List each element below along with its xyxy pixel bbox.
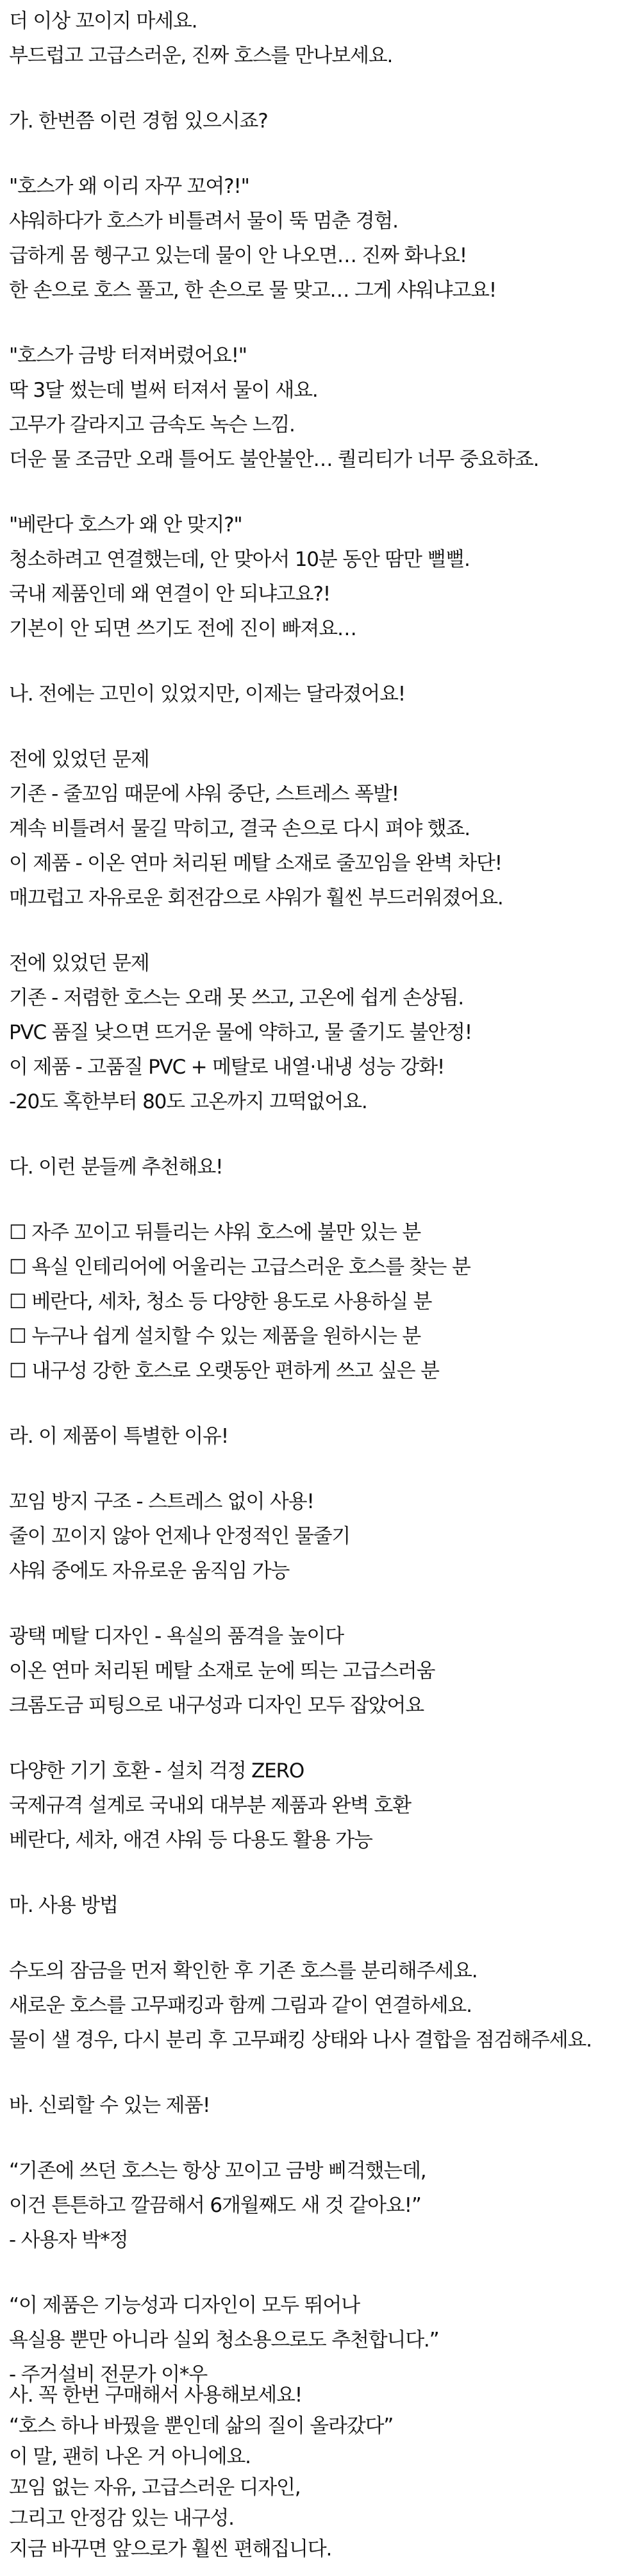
checklist-item: ☐ 내구성 강한 호스로 오랫동안 편하게 쓰고 싶은 분 [9,1359,439,1383]
text-line: "호스가 왜 이리 자꾸 꼬여?!" [9,175,249,198]
text-line: 꼬임 방지 구조 - 스트레스 없이 사용! [9,1490,314,1513]
text-line: 국제규격 설계로 국내외 대부분 제품과 완벽 호환 [9,1794,411,1817]
text-line: 지금 바꾸면 앞으로가 훨씬 편해집니다. [9,2538,332,2561]
section-heading: 바. 신뢰할 수 있는 제품! [9,2094,210,2117]
text-line: 딱 3달 썼는데 벌써 터져서 물이 새요. [9,379,318,402]
text-line: 새로운 호스를 고무패킹과 함께 그림과 같이 연결하세요. [9,1994,472,2017]
text-line: 청소하려고 연결했는데, 안 맞아서 10분 동안 땀만 뻘뻘. [9,548,470,571]
text-line: "베란다 호스가 왜 안 맞지?" [9,513,242,536]
text-line: "호스가 금방 터져버렸어요!" [9,344,247,367]
testimonial-author: - 사용자 박*정 [9,2229,128,2252]
checklist-item: ☐ 자주 꼬이고 뒤틀리는 샤워 호스에 불만 있는 분 [9,1221,420,1244]
text-line: 계속 비틀려서 물길 막히고, 결국 손으로 다시 펴야 했죠. [9,817,470,840]
text-line: 매끄럽고 자유로운 회전감으로 샤워가 훨씬 부드러워졌어요. [9,886,503,910]
text-line: 이 말, 괜히 나온 거 아니에요. [9,2445,251,2468]
text-line: 물이 샐 경우, 다시 분리 후 고무패킹 상태와 나사 결합을 점검해주세요. [9,2029,592,2052]
text-line: PVC 품질 낮으면 뜨거운 물에 약하고, 물 줄기도 불안정! [9,1021,472,1044]
text-line: 한 손으로 호스 풀고, 한 손으로 물 맞고… 그게 샤워냐고요! [9,279,496,302]
text-line: 고무가 갈라지고 금속도 녹슨 느낌. [9,413,295,436]
text-line: 급하게 몸 헹구고 있는데 물이 안 나오면… 진짜 화나요! [9,244,467,267]
text-line: 기존 - 줄꼬임 때문에 샤워 중단, 스트레스 폭발! [9,783,399,806]
text-line: 꼬임 없는 자유, 고급스러운 디자인, [9,2476,301,2499]
section-heading: 가. 한번쯤 이런 경험 있으시죠? [9,110,268,133]
text-line: -20도 혹한부터 80도 고온까지 끄떡없어요. [9,1090,367,1113]
text-line: 다양한 기기 호환 - 설치 걱정 ZERO [9,1759,304,1782]
text-line: 더운 물 조금만 오래 틀어도 불안불안… 퀄리티가 너무 중요하죠. [9,448,539,471]
text-line: 더 이상 꼬이지 마세요. [9,10,197,33]
section-heading: 마. 사용 방법 [9,1894,118,1917]
testimonial-author: - 주거설비 전문가 이*우 [9,2363,207,2386]
checklist-item: ☐ 욕실 인테리어에 어울리는 고급스러운 호스를 찾는 분 [9,1256,470,1279]
testimonial-line: 욕실용 뿐만 아니라 실외 청소용으로도 추천합니다.” [9,2329,439,2352]
testimonial-line: 이건 튼튼하고 깔끔해서 6개월째도 새 것 같아요!” [9,2194,421,2217]
text-line: 크롬도금 피팅으로 내구성과 디자인 모두 잡았어요 [9,1694,424,1717]
section-heading: 나. 전에는 고민이 있었지만, 이제는 달라졌어요! [9,683,405,706]
text-line: 샤워하다가 호스가 비틀려서 물이 뚝 멈춘 경험. [9,210,398,233]
checklist-item: ☐ 누구나 쉽게 설치할 수 있는 제품을 원하시는 분 [9,1325,420,1348]
text-line: “호스 하나 바꿨을 뿐인데 삶의 질이 올라갔다” [9,2414,394,2438]
text-line: 광택 메탈 디자인 - 욕실의 품격을 높이다 [9,1625,344,1648]
checklist-item: ☐ 베란다, 세차, 청소 등 다양한 용도로 사용하실 분 [9,1290,432,1313]
text-line: 그리고 안정감 있는 내구성. [9,2507,234,2530]
text-line: 전에 있었던 문제 [9,952,149,975]
text-line: 수도의 잠금을 먼저 확인한 후 기존 호스를 분리해주세요. [9,1959,478,1982]
text-line: 기존 - 저렴한 호스는 오래 못 쓰고, 고온에 쉽게 손상됨. [9,986,463,1010]
testimonial-line: “이 제품은 기능성과 디자인이 모두 뛰어나 [9,2294,360,2317]
section-heading: 사. 꼭 한번 구매해서 사용해보세요! [9,2384,302,2407]
text-line: 샤워 중에도 자유로운 움직임 가능 [9,1559,290,1583]
text-line: 줄이 꼬이지 않아 언제나 안정적인 물줄기 [9,1525,350,1548]
text-line: 이 제품 - 고품질 PVC + 메탈로 내열·내냉 성능 강화! [9,1056,445,1079]
text-line: 부드럽고 고급스러운, 진짜 호스를 만나보세요. [9,44,393,67]
section-heading: 다. 이런 분들께 추천해요! [9,1156,223,1179]
section-heading: 라. 이 제품이 특별한 이유! [9,1425,228,1448]
text-line: 이온 연마 처리된 메탈 소재로 눈에 띄는 고급스러움 [9,1659,435,1683]
text-line: 베란다, 세차, 애견 샤워 등 다용도 활용 가능 [9,1829,372,1852]
text-line: 기본이 안 되면 쓰기도 전에 진이 빠져요… [9,617,356,640]
text-line: 이 제품 - 이온 연마 처리된 메탈 소재로 줄꼬임을 완벽 차단! [9,852,502,875]
text-line: 전에 있었던 문제 [9,748,149,771]
testimonial-line: “기존에 쓰던 호스는 항상 꼬이고 금방 삐걱했는데, [9,2159,426,2182]
text-line: 국내 제품인데 왜 연결이 안 되냐고요?! [9,583,330,606]
